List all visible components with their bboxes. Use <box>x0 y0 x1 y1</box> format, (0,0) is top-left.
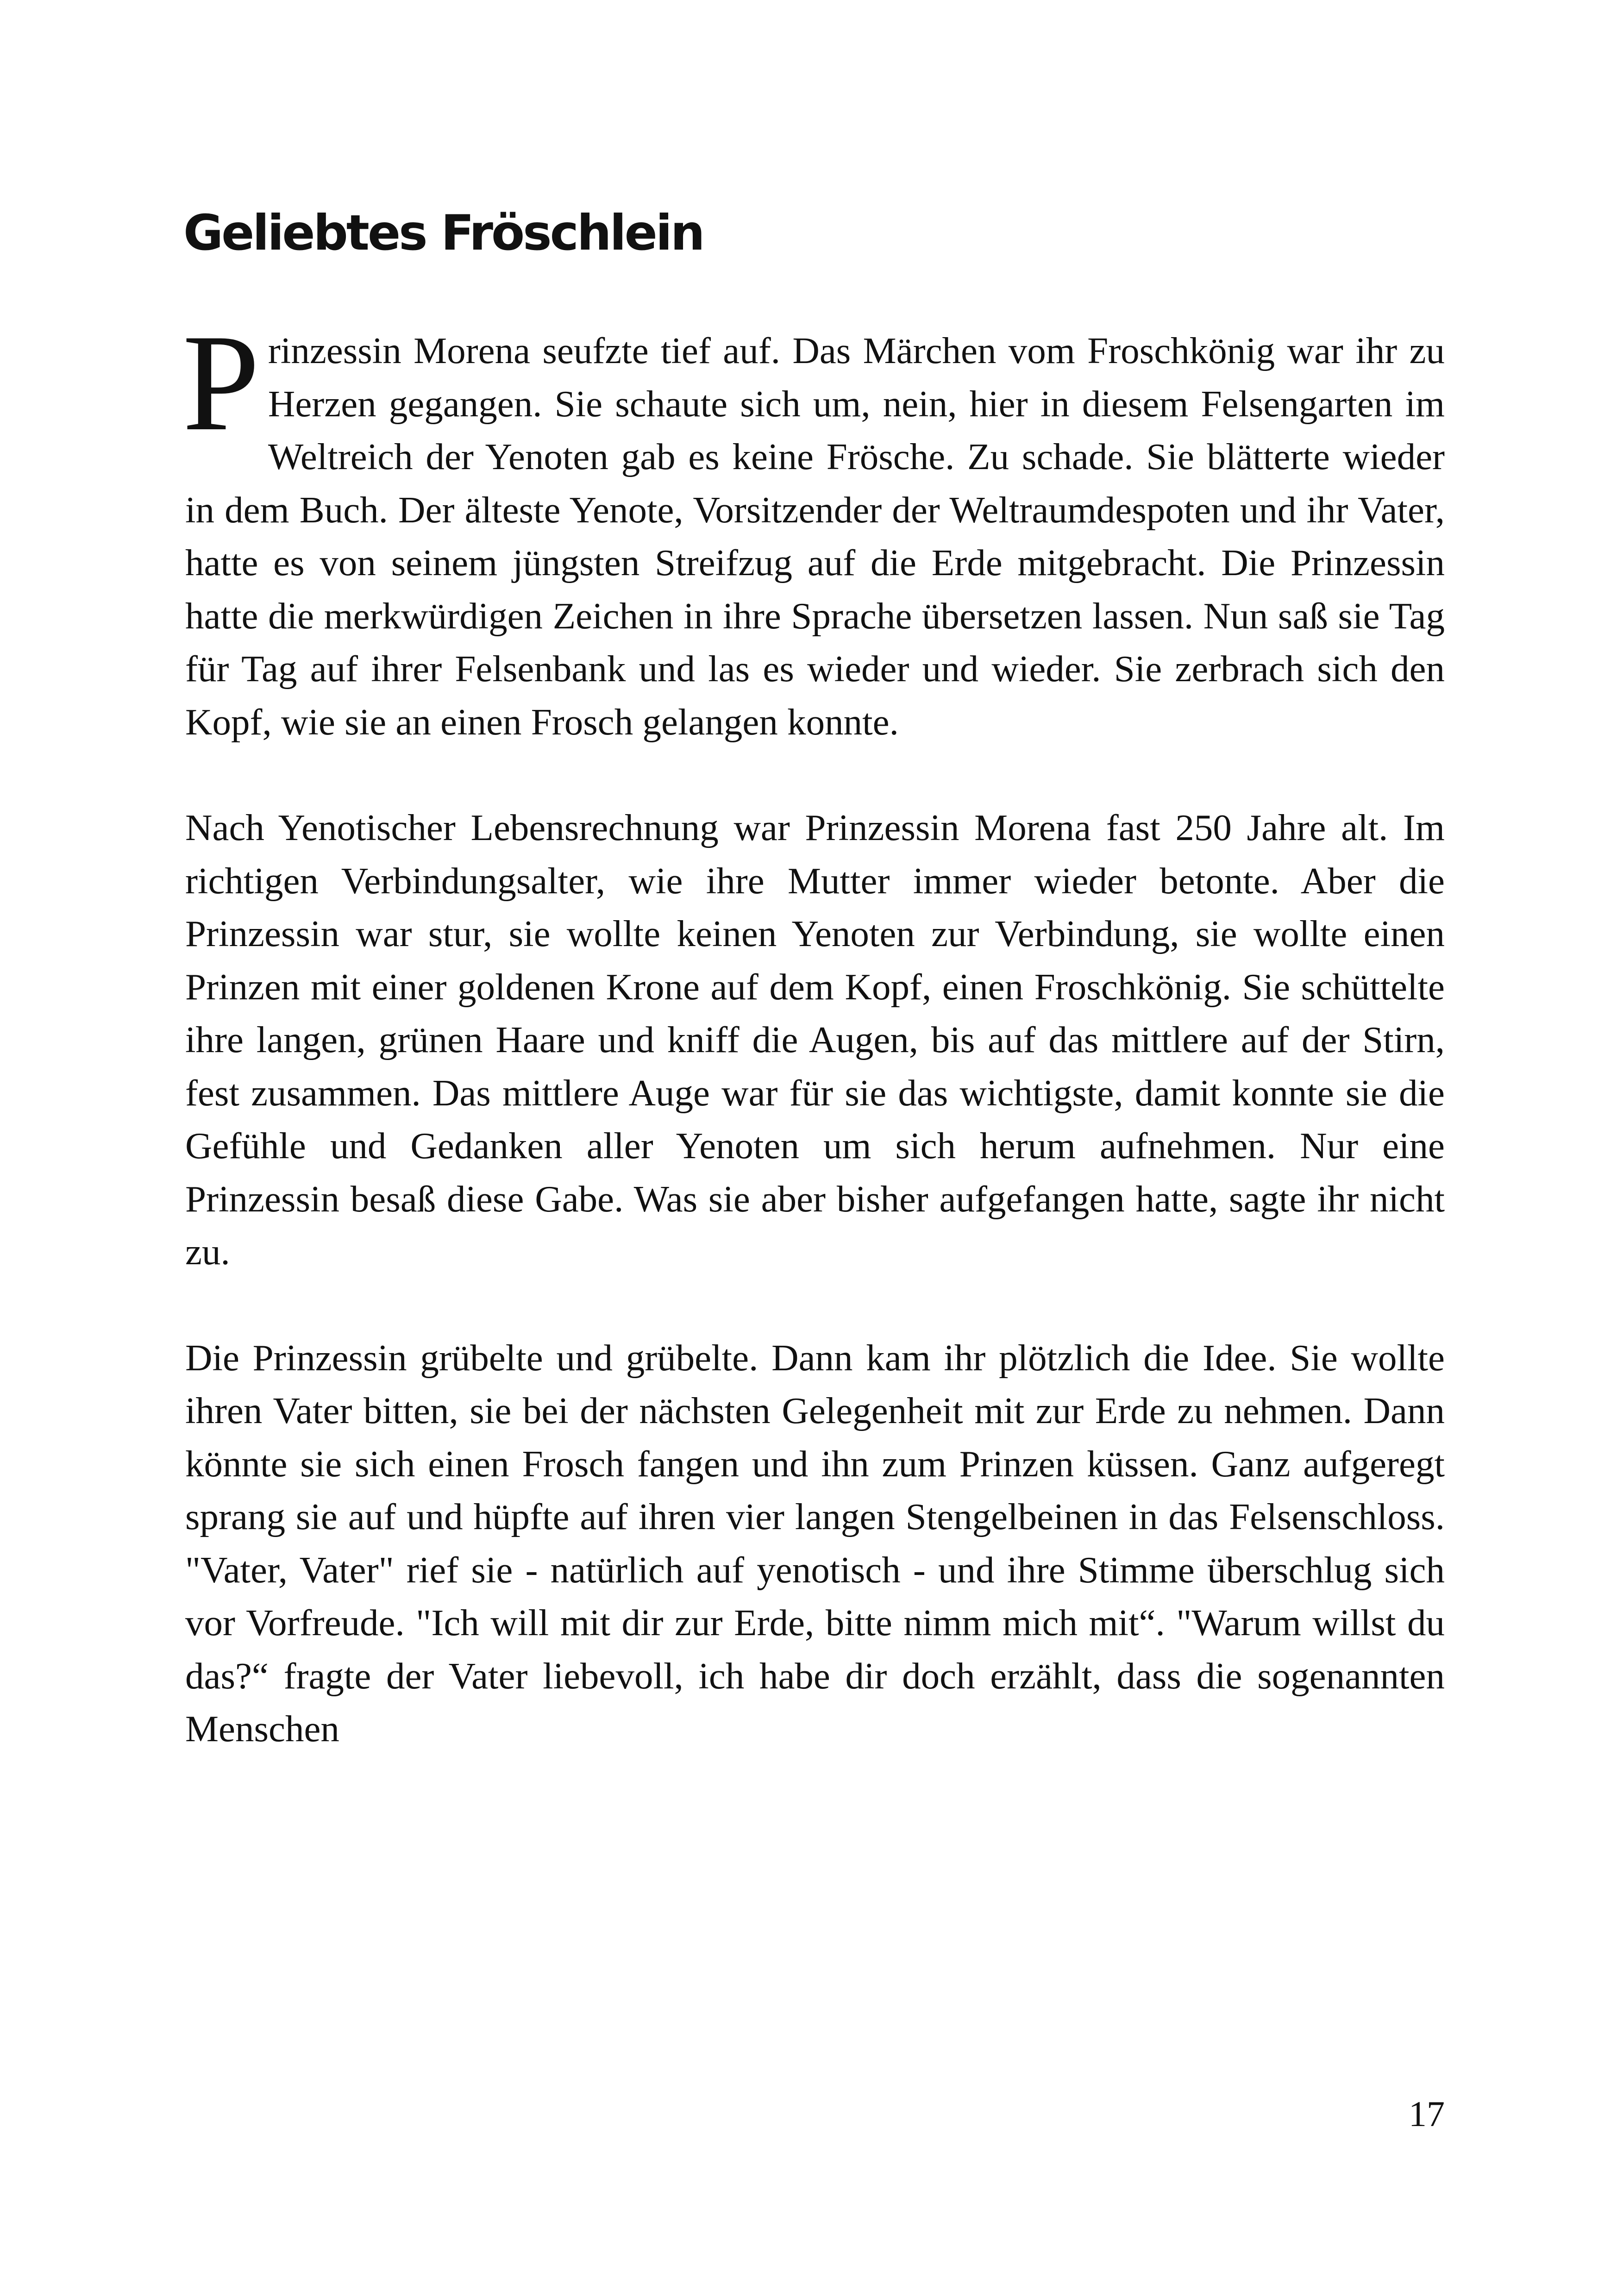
chapter-body <box>182 306 1445 1756</box>
paragraph-3: Die Prinzessin grübelte und grübelte. Dann kam ihr plötzlich die Idee. Sie wollte ihren Vater bitten, sie bei der nächsten Gelegenheit mit zur Erde zu nehmen. Dann könnte sie sich einen Frosch fangen und ihn zum Prinzen küssen. Ganz aufgeregt sprang sie auf und hüpfte auf ihren vier langen Stengelbeinen in das Felsenschloss. "Vater, Vater" rief sie - natürlich auf yenotisch - und ihre Stimme überschlug sich vor Vorfreude. "Ich will mit dir zur Erde, bitte nimm mich mit“. "Warum willst du das?“ fragte der Vater liebevoll, ich habe dir doch erzählt, dass die sogenannten Menschen <box>185 1336 1445 1750</box>
paragraph-1 <box>182 306 1445 748</box>
page-number: 17 <box>1409 2094 1445 2134</box>
drop-cap: P <box>182 306 260 459</box>
chapter-title: Geliebtes Fröschlein <box>183 205 703 261</box>
paragraph-1-text: rinzessin Morena seufzte tief auf. Das Märchen vom Froschkönig war ihr zu Herzen gegangen. Sie schaute sich um, nein, hier in diesem Felsengarten im Weltreich der Yenoten gab es keine Frösche. Zu schade. Sie blätterte wieder in dem Buch. Der älteste Yenote, Vorsitzender der Weltraumdespoten und ihr Vater, hatte es von seinem jüngsten Streifzug auf die Erde mitgebracht. Die Prinzessin hatte die merkwürdigen Zeichen in ihre Sprache übersetzen lassen. Nun saß sie Tag für Tag auf ihrer Felsenbank und las es wieder und wieder. Sie zerbrach sich den Kopf, wie sie an einen Frosch gelangen konnte. <box>185 330 1445 743</box>
paragraph-2: Nach Yenotischer Lebensrechnung war Prinzessin Morena fast 250 Jahre alt. Im richtigen Verbindungsalter, wie ihre Mutter immer wieder betonte. Aber die Prinzessin war stur, sie wollte keinen Yenoten zur Verbindung, sie wollte einen Prinzen mit einer goldenen Krone auf dem Kopf, einen Froschkönig. Sie schüttelte ihre langen, grünen Haare und kniff die Augen, bis auf das mittlere auf der Stirn, fest zusammen. Das mittlere Auge war für sie das wichtigste, damit konnte sie die Gefühle und Gedanken aller Yenoten um sich herum aufnehmen. Nur eine Prinzessin besaß diese Gabe. Was sie aber bisher aufgefangen hatte, sagte ihr nicht zu. <box>185 807 1445 1273</box>
